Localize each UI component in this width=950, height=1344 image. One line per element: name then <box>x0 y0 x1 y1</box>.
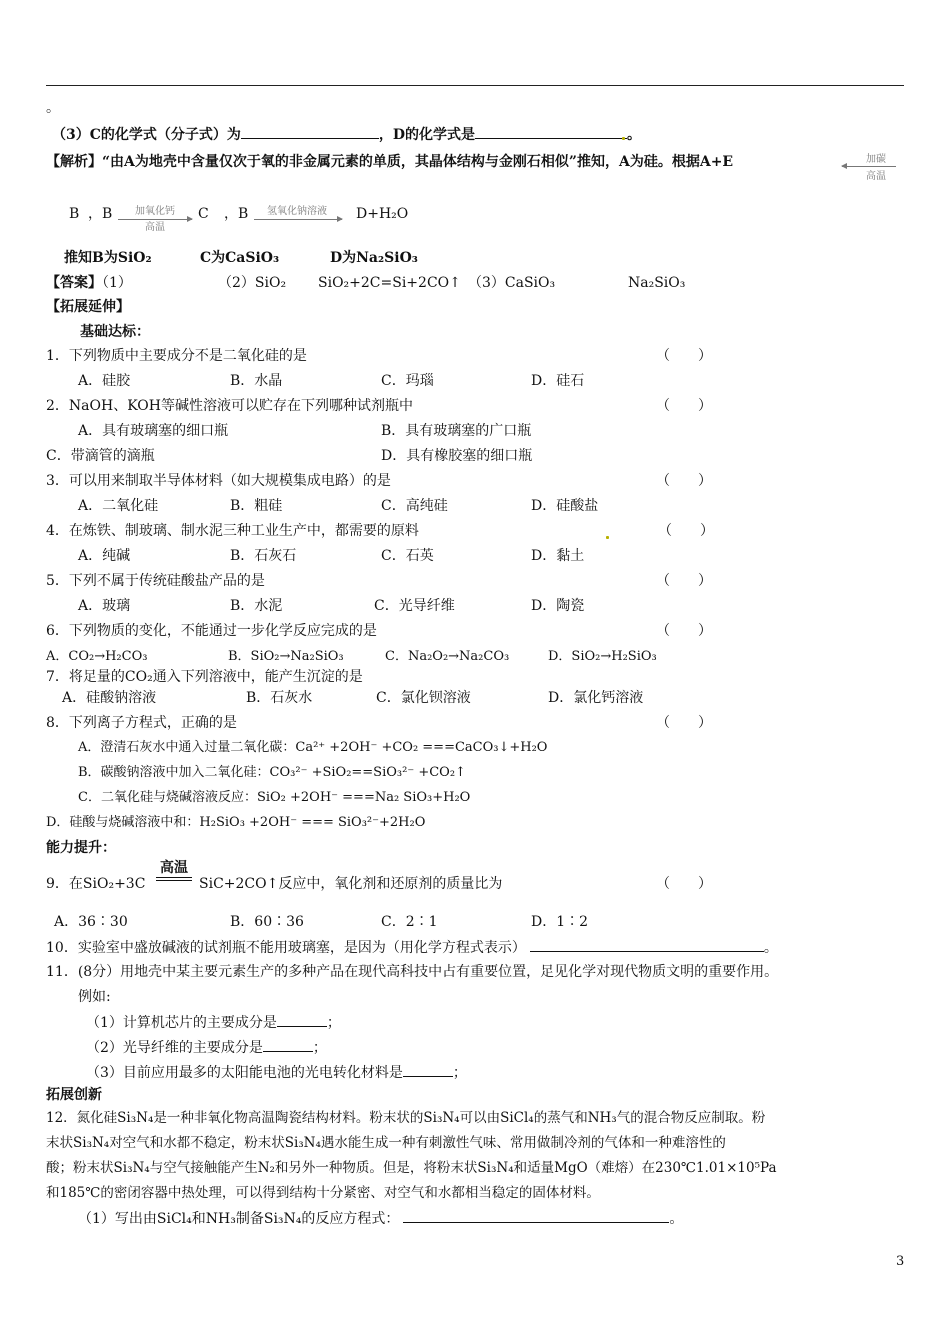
q1-option-a[interactable]: A．硅胶 <box>78 373 131 389</box>
q4-option-a[interactable]: A．纯碱 <box>78 548 131 564</box>
q9-option-d[interactable]: D．1∶2 <box>531 914 589 930</box>
answer-p3: （3）CaSiO₃ <box>468 275 556 291</box>
q7-option-d[interactable]: D．氯化钙溶液 <box>548 690 644 706</box>
q11-tail-1: ； <box>326 1015 341 1031</box>
q2-option-c[interactable]: C．带滴管的滴瓶 <box>46 448 155 464</box>
page-number: 3 <box>896 1254 905 1269</box>
q11-item-3-label: （3）目前应用最多的太阳能电池的光电转化材料是 <box>86 1065 403 1081</box>
q10-blank[interactable] <box>530 937 764 952</box>
q6-paren[interactable]: （ ） <box>656 623 712 639</box>
q11-eg: 例如: <box>78 989 111 1005</box>
answer-eq: SiO₂+2C=Si+2CO↑ <box>318 275 461 291</box>
q12-line-1: 12．氮化硅Si₃N₄是一种非氧化物高温陶瓷结构材料。粉末状的Si₃N₄可以由SiCl₄的蒸气和NH₃气的混合物反应制取。粉 <box>46 1110 766 1126</box>
inference-c: C为CaSiO₃ <box>200 250 280 266</box>
inference-b: 推知B为SiO₂ <box>64 250 152 266</box>
q8-option-b[interactable]: B．碳酸钠溶液中加入二氧化硅：CO₃²⁻ +SiO₂==SiO₃²⁻ +CO₂↑ <box>78 765 466 780</box>
q9-prefix: 9．在SiO₂+3C <box>46 876 146 892</box>
q3-stem: 3．可以用来制取半导体材料（如大规模集成电路）的是 <box>46 473 391 489</box>
innovation-title: 拓展创新 <box>46 1087 102 1103</box>
top-mark: 。 <box>46 100 60 116</box>
q12-sub1 <box>78 1208 683 1229</box>
q8-option-a[interactable]: A．澄清石灰水中通入过量二氧化碳：Ca²⁺ +2OH⁻ +CO₂ ===CaCO₃↓+H₂O <box>78 740 548 755</box>
reaction-d: D+H₂O <box>356 206 409 222</box>
q11-item-1-label: （1）计算机芯片的主要成分是 <box>86 1015 277 1031</box>
reaction-arrow-2 <box>254 219 342 220</box>
analysis-text: “由A为地壳中含量仅次于氧的非金属元素的单质，其晶体结构与金刚石相似”推知，A为硅。根据A+E <box>102 154 734 170</box>
answer-p2: （2）SiO₂ <box>218 275 287 291</box>
q3-prefix: （3）C的化学式（分子式）为 <box>52 127 241 143</box>
q3-end: 。 <box>627 127 642 143</box>
arrow-label-top: 加碳 <box>866 154 886 165</box>
q6-option-b[interactable]: B．SiO₂→Na₂SiO₃ <box>228 649 344 664</box>
q4-option-b[interactable]: B．石灰石 <box>230 548 297 564</box>
answer-p1: （1） <box>102 275 132 291</box>
arrow1-label-bottom: 高温 <box>145 222 165 233</box>
stray-dot-2 <box>606 536 609 539</box>
q6-option-a[interactable]: A．CO₂→H₂CO₃ <box>46 649 148 664</box>
q12-line-3: 酸；粉末状Si₃N₄与空气接触能产生N₂和另外一种物质。但是，将粉末状Si₃N₄和适量MgO（难熔）在230℃1.01×10⁵Pa <box>46 1160 777 1176</box>
q7-option-a[interactable]: A．硅酸钠溶液 <box>62 690 157 706</box>
q9-option-a[interactable]: A．36∶30 <box>54 914 128 930</box>
q3-option-a[interactable]: A．二氧化硅 <box>78 498 159 514</box>
q2-stem: 2．NaOH、KOH等碱性溶液可以贮存在下列哪种试剂瓶中 <box>46 398 413 414</box>
stray-dot <box>622 137 625 140</box>
q11-item-3 <box>86 1062 467 1083</box>
reaction-b3: ，B <box>224 206 249 222</box>
arrow-label-bottom: 高温 <box>866 171 886 182</box>
q4-option-c[interactable]: C．石英 <box>381 548 434 564</box>
ability-title: 能力提升： <box>46 840 116 856</box>
q6-option-d[interactable]: D．SiO₂→H₂SiO₃ <box>548 649 657 664</box>
q10-end: 。 <box>763 940 778 956</box>
q3-mid: ，D的化学式是 <box>378 127 476 143</box>
q12-sub1-end: 。 <box>669 1211 684 1227</box>
q8-stem: 8．下列离子方程式，正确的是 <box>46 715 237 731</box>
q8-option-c[interactable]: C．二氧化硅与烧碱溶液反应：SiO₂ +2OH⁻ ===Na₂ SiO₃+H₂O <box>78 790 471 805</box>
q12-line-4: 和185℃的密闭容器中热处理，可以得到结构十分紧密、对空气和水都相当稳定的固体材料。 <box>46 1185 600 1201</box>
q9-suffix: SiC+2CO↑反应中，氧化剂和还原剂的质量比为 <box>199 876 503 892</box>
q3-blank-d[interactable] <box>475 124 627 139</box>
q12-sub1-blank[interactable] <box>403 1208 669 1223</box>
q3-option-d[interactable]: D．硅酸盐 <box>531 498 599 514</box>
q4-paren[interactable]: （ ） <box>658 523 714 539</box>
q11-blank-3[interactable] <box>403 1062 453 1077</box>
q2-option-b[interactable]: B．具有玻璃塞的广口瓶 <box>381 423 532 439</box>
q8-paren[interactable]: （ ） <box>656 715 712 731</box>
q2-option-a[interactable]: A．具有玻璃塞的细口瓶 <box>78 423 229 439</box>
answer-label: 【答案】 <box>46 275 102 291</box>
q9-paren[interactable]: （ ） <box>656 876 712 892</box>
q9-option-b[interactable]: B．60∶36 <box>230 914 304 930</box>
arrow1-label-top: 加氧化钙 <box>135 206 175 217</box>
q12-line-2: 末状Si₃N₄对空气和水都不稳定，粉末状Si₃N₄遇水能生成一种有刺激性气味、常用做制冷剂的气体和一种难溶性的 <box>46 1135 726 1151</box>
q5-option-a[interactable]: A．玻璃 <box>78 598 131 614</box>
answer-p4: Na₂SiO₃ <box>628 275 686 291</box>
q7-option-c[interactable]: C．氯化钡溶液 <box>376 690 471 706</box>
q3-option-b[interactable]: B．粗硅 <box>230 498 283 514</box>
extension-title: 【拓展延伸】 <box>46 299 130 315</box>
q11-text: 11．(8分）用地壳中某主要元素生产的多种产品在现代高科技中占有重要位置，足见化学对现代物质文明的重要作用。 <box>46 964 779 980</box>
basic-title: 基础达标： <box>80 324 150 340</box>
q7-stem: 7．将足量的CO₂通入下列溶液中，能产生沉淀的是 <box>46 669 363 685</box>
q11-item-2 <box>86 1037 327 1058</box>
q1-paren[interactable]: （ ） <box>656 348 712 364</box>
q5-option-c[interactable]: C．光导纤维 <box>374 598 455 614</box>
q1-option-c[interactable]: C．玛瑙 <box>381 373 434 389</box>
q11-blank-1[interactable] <box>277 1012 327 1027</box>
q9-condition-label: 高温 <box>160 860 188 876</box>
q3-line <box>52 124 641 145</box>
q9-option-c[interactable]: C．2∶1 <box>381 914 438 930</box>
reaction-b2: ，B <box>88 206 113 222</box>
q11-tail-2: ； <box>312 1040 327 1056</box>
q6-stem: 6．下列物质的变化，不能通过一步化学反应完成的是 <box>46 623 377 639</box>
answer-line <box>46 273 132 293</box>
q4-option-d[interactable]: D．黏土 <box>531 548 585 564</box>
arrow2-label-top: 氢氧化钠溶液 <box>267 206 327 217</box>
header-rule <box>46 85 904 86</box>
q1-option-b[interactable]: B．水晶 <box>230 373 283 389</box>
q11-blank-2[interactable] <box>263 1037 313 1052</box>
q5-option-b[interactable]: B．水泥 <box>230 598 283 614</box>
analysis-label: 【解析】 <box>46 154 102 170</box>
q3-blank-c[interactable] <box>241 124 379 139</box>
q10-text: 10．实验室中盛放碱液的试剂瓶不能用玻璃塞，是因为（用化学方程式表示） <box>46 940 526 956</box>
q5-option-d[interactable]: D．陶瓷 <box>531 598 585 614</box>
q9-condition <box>156 861 192 881</box>
q11-item-2-label: （2）光导纤维的主要成分是 <box>86 1040 263 1056</box>
reaction-c: C <box>198 206 209 222</box>
inference-d: D为Na₂SiO₃ <box>330 250 418 266</box>
q10-line <box>46 937 778 958</box>
q11-tail-3: ； <box>452 1065 467 1081</box>
q2-paren[interactable]: （ ） <box>656 398 712 414</box>
q1-option-d[interactable]: D．硅石 <box>531 373 585 389</box>
reaction-b1: B <box>69 206 80 222</box>
q6-option-c[interactable]: C．Na₂O₂→Na₂CO₃ <box>385 649 510 664</box>
q2-option-d[interactable]: D．具有橡胶塞的细口瓶 <box>381 448 533 464</box>
q1-stem: 1．下列物质中主要成分不是二氧化硅的是 <box>46 348 307 364</box>
q5-stem: 5．下列不属于传统硅酸盐产品的是 <box>46 573 265 589</box>
q7-option-b[interactable]: B．石灰水 <box>246 690 313 706</box>
q11-item-1 <box>86 1012 341 1033</box>
reaction-arrow-1 <box>118 219 192 220</box>
reaction-arrow-left <box>842 166 896 167</box>
q3-paren[interactable]: （ ） <box>656 473 712 489</box>
q4-stem: 4．在炼铁、制玻璃、制水泥三种工业生产中，都需要的原料 <box>46 523 419 539</box>
q3-option-c[interactable]: C．高纯硅 <box>381 498 448 514</box>
q12-sub1-label: （1）写出由SiCl₄和NH₃制备Si₃N₄的反应方程式： <box>78 1211 400 1227</box>
analysis-line <box>46 152 733 172</box>
q5-paren[interactable]: （ ） <box>656 573 712 589</box>
q8-option-d[interactable]: D．硅酸与烧碱溶液中和：H₂SiO₃ +2OH⁻ === SiO₃²⁻+2H₂O <box>46 815 426 830</box>
